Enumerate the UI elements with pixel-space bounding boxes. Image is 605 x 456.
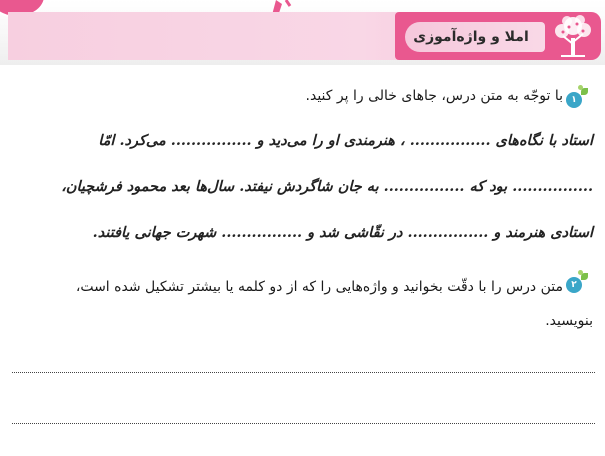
answer-line-1[interactable] — [12, 372, 595, 373]
question-1-prompt: با توجّه به متن درس، جاهای خالی را پر کنید. — [305, 88, 563, 104]
answer-line-2[interactable] — [12, 423, 595, 424]
question-1-number: ۱ — [566, 92, 582, 108]
leaf-icon — [578, 270, 583, 275]
fill-blank-line-3: استادی هنرمند و ................ در نقّاشی شد و ................ شهرت جهانی یافتند. — [92, 224, 593, 241]
question-2-prompt — [13, 270, 593, 338]
question-2-prompt-line-1: متن درس را با دقّت بخوانید و واژه‌هایی را که از دو کلمه یا بیشتر تشکیل شده است، — [75, 279, 563, 295]
question-1-badge-icon — [566, 90, 586, 108]
question-2-prompt-line-2: بنویسید. — [545, 313, 593, 329]
question-2-number: ۲ — [566, 277, 582, 293]
section-title: املا و واژه‌آموزی — [413, 29, 529, 45]
question-2-badge-icon — [566, 275, 586, 293]
leaf-icon — [578, 85, 583, 90]
tree-icon — [549, 14, 597, 58]
fill-blank-line-2: ................ بود که ................ به جان شاگردش نیفتد. سال‌ها بعد محمود فرشچیان، — [61, 178, 593, 195]
fill-blank-line-1: استاد با نگاه‌های ................ ، هنرمندی او را می‌دید و ................ می‌کرد. امّا — [98, 132, 593, 149]
